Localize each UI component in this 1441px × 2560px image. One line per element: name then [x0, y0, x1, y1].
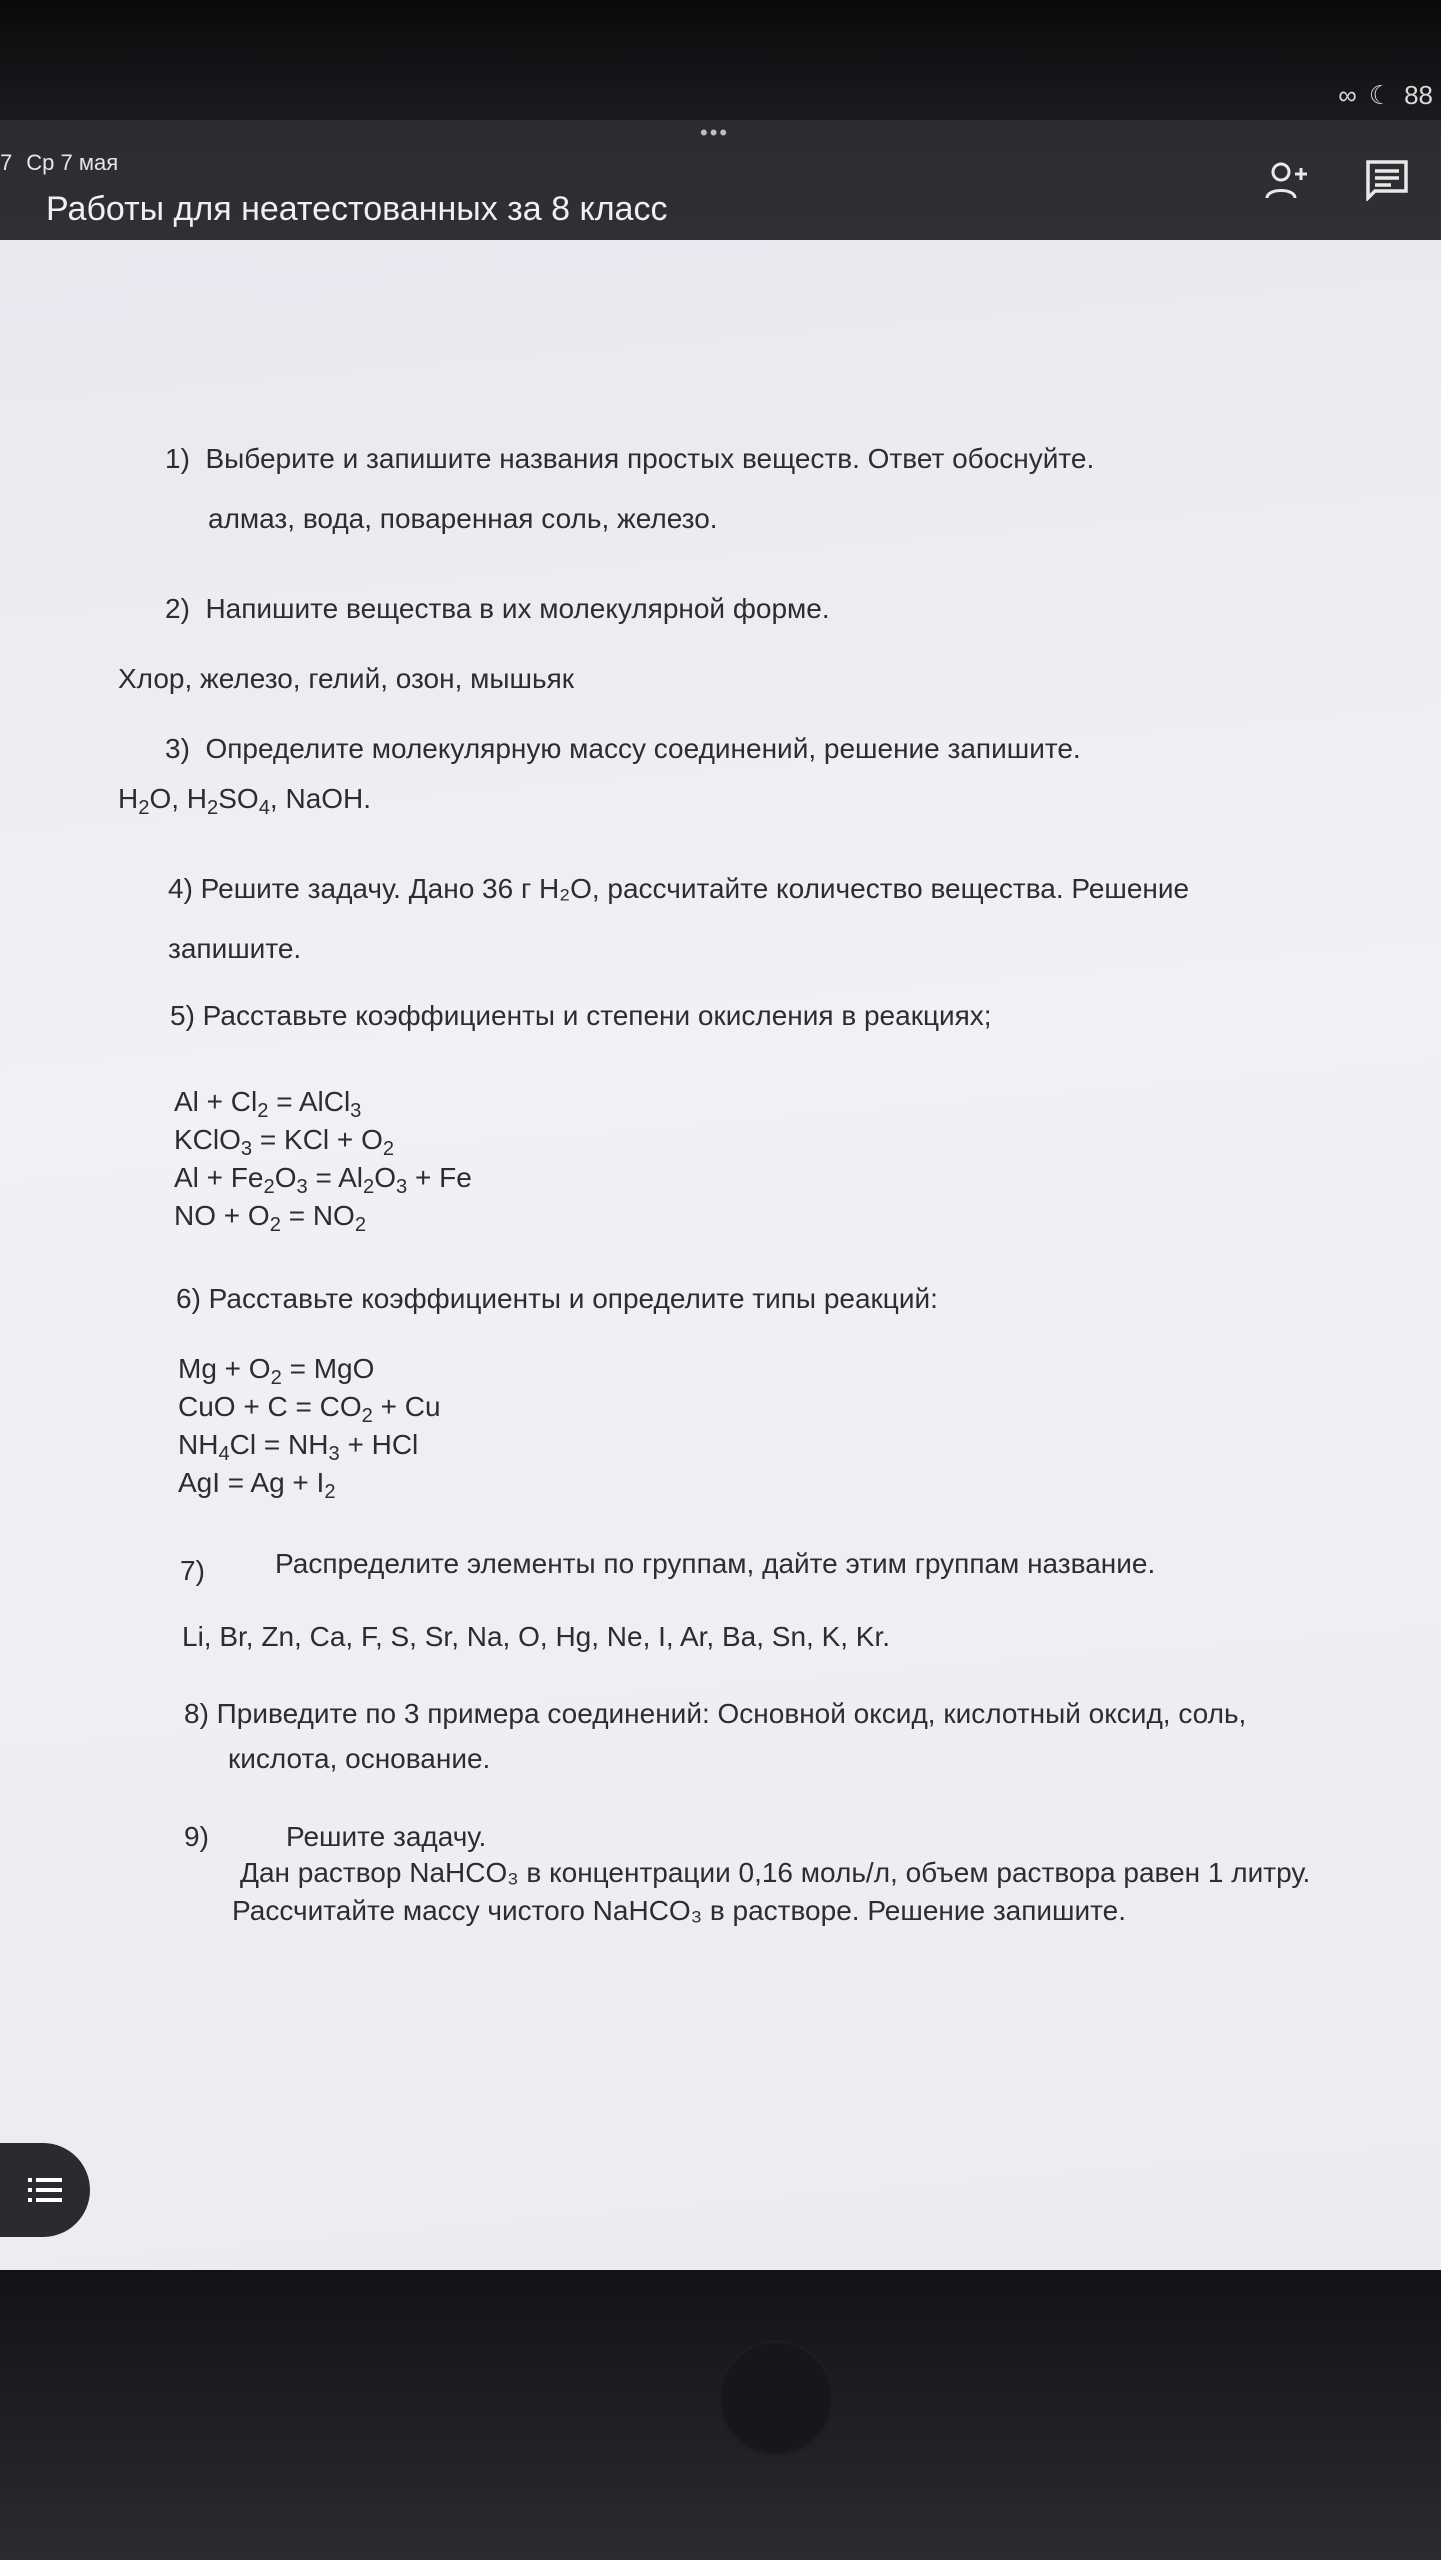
question-9-line-1: Дан раствор NaHCO₃ в концентрации 0,16 моль/л, объем раствора равен 1 литру. [240, 1857, 1311, 1888]
question-8-line-1: 8) Приведите по 3 примера соединений: Основной оксид, кислотный оксид, соль, [184, 1698, 1247, 1729]
moon-icon: ☾ [1368, 80, 1393, 110]
reaction-5-3: $Al + Fe_2O_3 = Al_2O_3 + Fe$ [174, 1162, 472, 1199]
document-page [0, 240, 1441, 2270]
reaction-6-2: CuO + $C = CO_2 + Cu$ [178, 1391, 441, 1428]
comments-icon [1365, 159, 1409, 201]
link-icon: ∞ [1338, 80, 1357, 110]
question-9-number: 9) [184, 1821, 209, 1852]
question-1-list: алмаз, вода, поваренная соль, железо. [208, 503, 718, 534]
question-8-line-2: кислота, основание. [228, 1743, 491, 1774]
question-9-title: Решите задачу. [286, 1821, 487, 1852]
question-5: 5) Расставьте коэффициенты и степени окисления в реакциях; [170, 1000, 992, 1031]
question-4-line-1: 4) Решите задачу. Дано 36 г H₂O, рассчитайте количество вещества. Решение [168, 873, 1190, 904]
question-9-line-2: Рассчитайте массу чистого NaHCO₃ в растворе. Решение запишите. [232, 1895, 1127, 1926]
list-icon [28, 2176, 62, 2204]
add-person-button[interactable] [1258, 150, 1318, 210]
question-3-formulas: $H_2O$, $H_2SO_4$, NaOH. [118, 783, 372, 820]
assignment-document [0, 240, 1441, 2270]
home-button[interactable] [718, 2340, 834, 2456]
question-7: Распределите элементы по группам, дайте этим группам название. [275, 1548, 1156, 1579]
reaction-5-1: $Al + Cl_2$ = AlCl$_3$ [174, 1086, 362, 1123]
question-6: 6) Расставьте коэффициенты и определите типы реакций: [176, 1283, 938, 1314]
status-fragment: 7 [0, 150, 13, 175]
question-2: 2) Напишите вещества в их молекулярной форме. [165, 593, 830, 624]
reaction-5-4: NO + $O_2 = NO_2$ [174, 1200, 367, 1237]
question-4-line-2: запишите. [168, 933, 302, 964]
status-bar-right [1338, 80, 1433, 111]
question-7-number: 7) [180, 1555, 205, 1586]
question-3: 3) Определите молекулярную массу соединений, решение запишите. [165, 733, 1081, 764]
reaction-6-3: $NH_4Cl = NH_3$ + HCl [178, 1429, 419, 1466]
question-7-list: Li, Br, Zn, Ca, F, S, Sr, Na, O, Hg, Ne, I, Ar, Ba, Sn, K, Kr. [182, 1621, 891, 1652]
comments-button[interactable] [1357, 150, 1417, 210]
battery-level: 88 [1404, 80, 1433, 110]
status-bar-left [0, 150, 118, 176]
multitask-handle[interactable]: ••• [700, 120, 730, 145]
menu-button[interactable] [0, 2143, 90, 2237]
reaction-6-4: AgI = $Ag + I_2$ [178, 1467, 336, 1504]
page-title: Работы для неатестованных за 8 класс [46, 190, 668, 228]
device-bezel-top [0, 0, 1441, 120]
question-2-list: Хлор, железо, гелий, озон, мышьяк [118, 663, 574, 694]
reaction-6-1: $Mg + O_2$ = MgO [178, 1353, 375, 1390]
reaction-5-2: KClO$_3$ = KCl + $O_2$ [174, 1124, 395, 1161]
add-person-icon [1265, 160, 1311, 200]
status-date: Ср 7 мая [26, 150, 119, 175]
question-1: 1) Выберите и запишите названия простых веществ. Ответ обоснуйте. [165, 443, 1095, 474]
